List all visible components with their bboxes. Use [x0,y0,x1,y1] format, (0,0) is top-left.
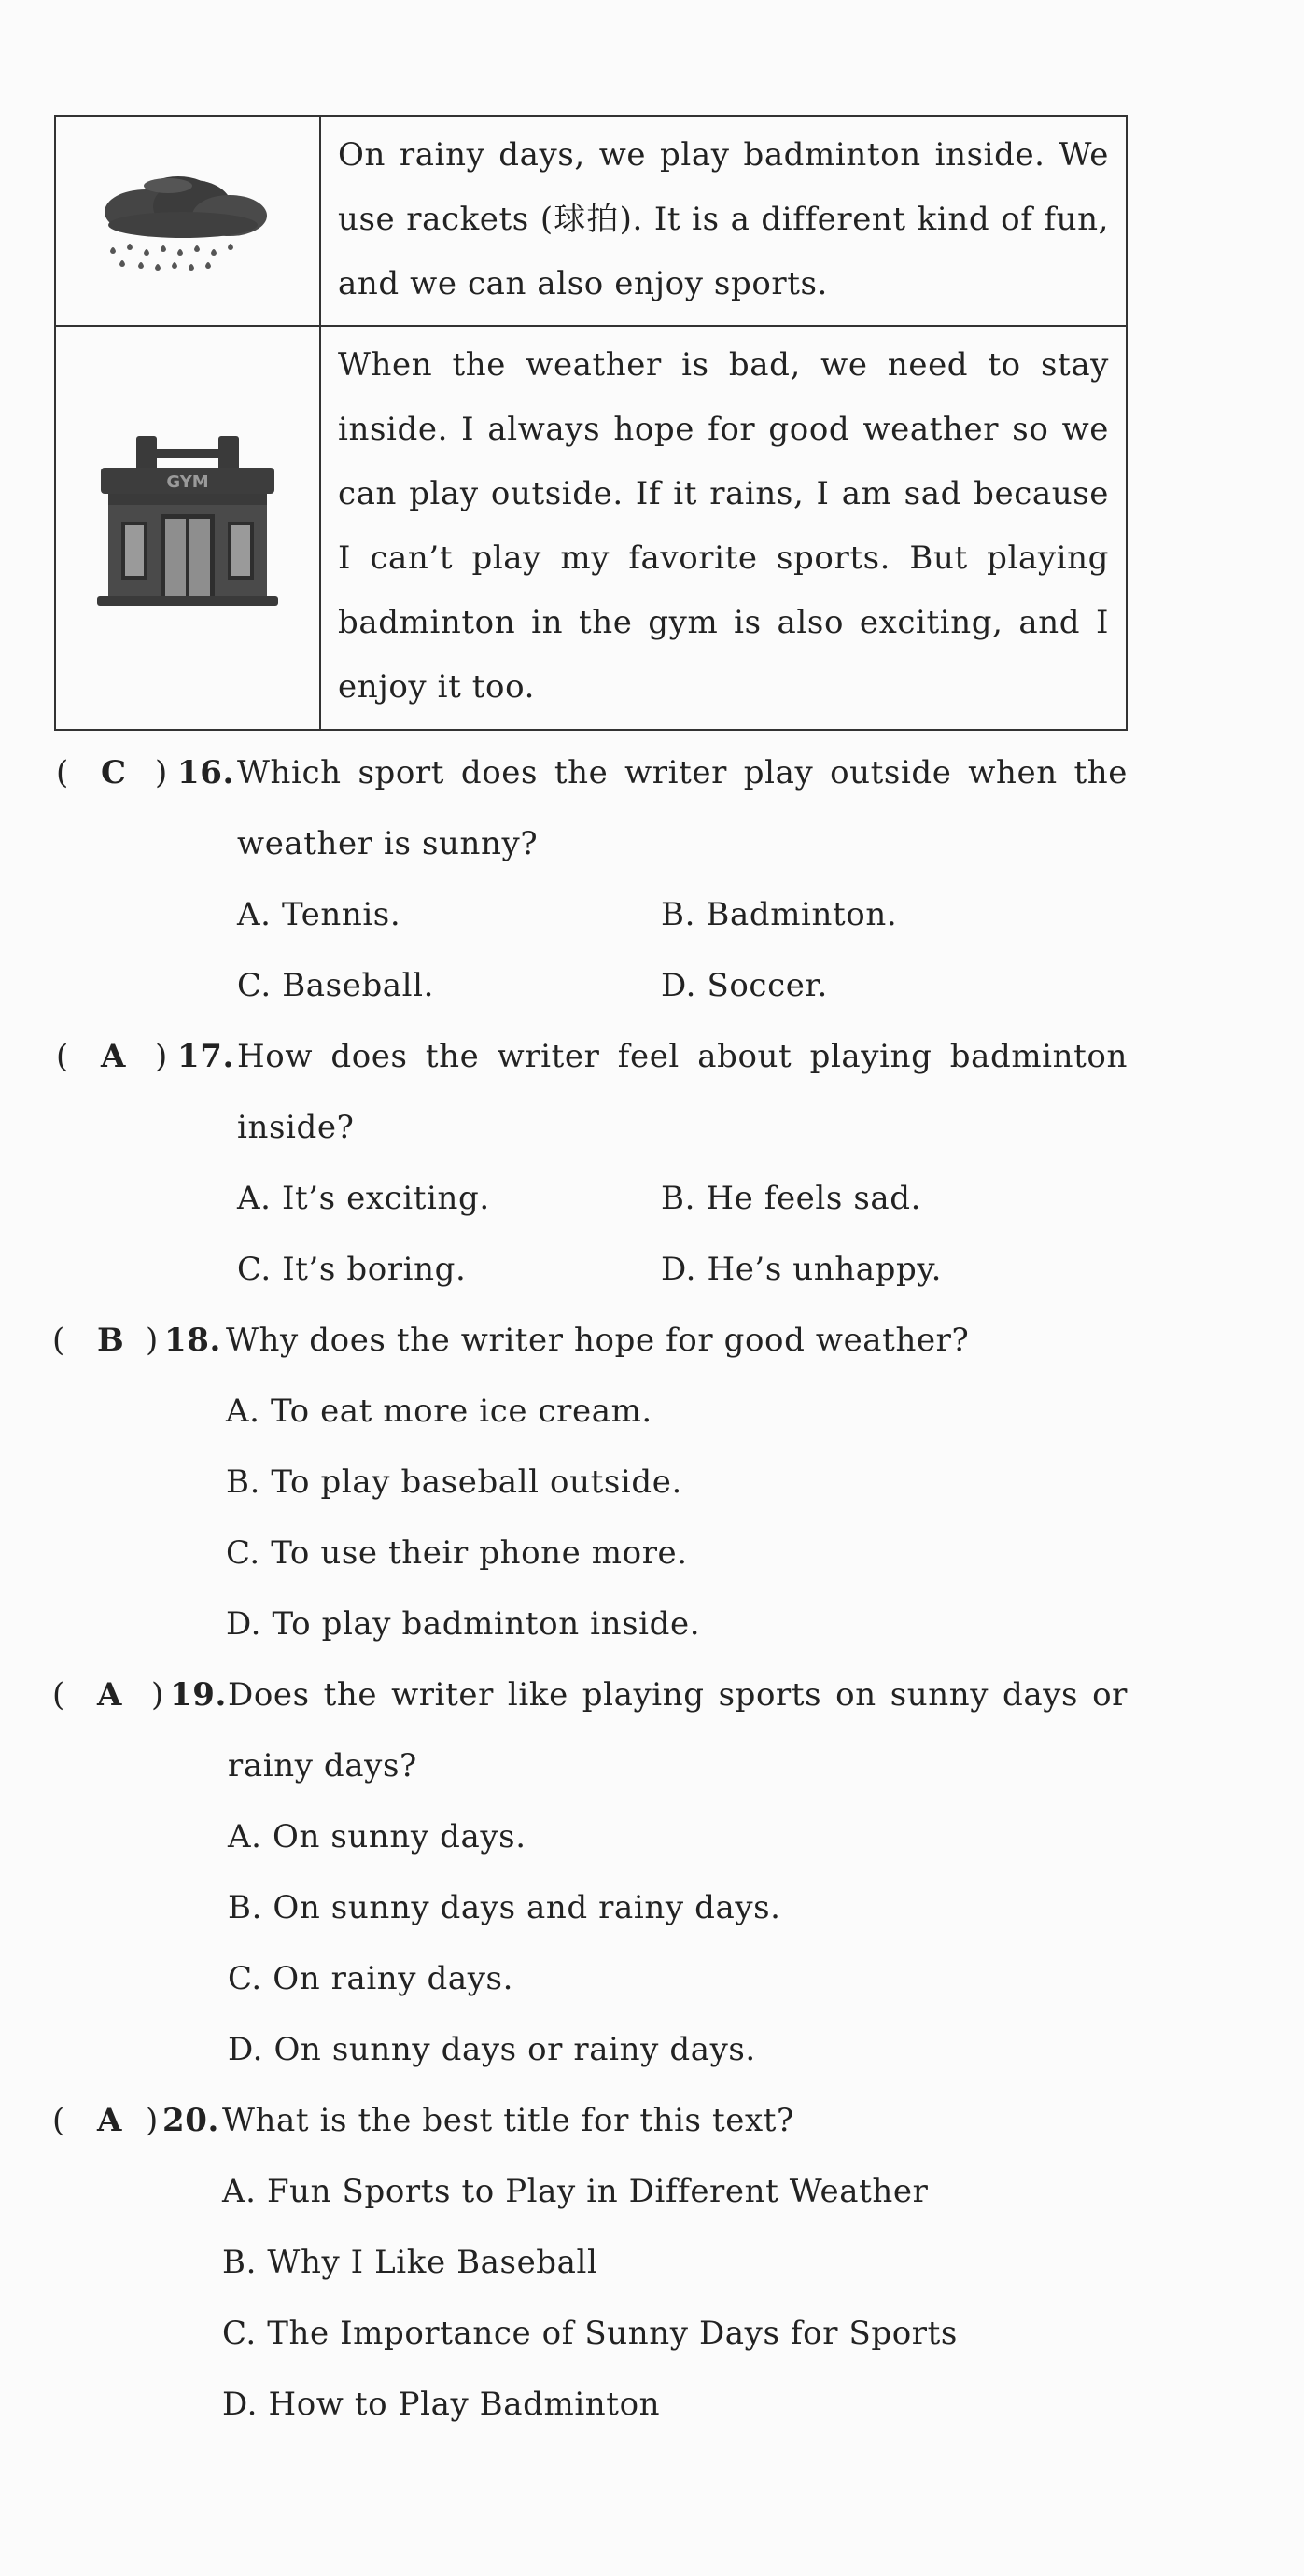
answer-letter: C [101,754,127,791]
option-c: C. Baseball. [237,967,435,1004]
option-c: C. It’s boring. [237,1251,467,1288]
question-stem-text: Why does the writer hope for good weather? [226,1322,970,1359]
question-number: 19. [170,1676,227,1714]
answer-paren-open: ( [52,2102,65,2139]
option-a: A. It’s exciting. [237,1180,490,1217]
rain-cloud-icon [90,163,286,275]
answer-paren-open: ( [56,754,69,791]
option-d: D. How to Play Badminton [222,2386,661,2423]
option-c: C. On rainy days. [228,1960,514,1997]
answer-paren-close: ) [151,1676,164,1714]
question-stem-text: What is the best title for this text? [222,2102,794,2139]
question-stem [237,1038,1128,1075]
question-stem-continued: inside? [237,1109,355,1146]
question-stem-continued: weather is sunny? [237,825,539,862]
answer-paren-open: ( [52,1322,65,1359]
answer-letter: A [101,1038,126,1075]
answer-paren-close: ) [146,1322,159,1359]
question-20 [0,2102,1304,2145]
option-b: B. To play baseball outside. [226,1463,682,1501]
option-b: B. Why I Like Baseball [222,2244,598,2281]
option-d: D. To play badminton inside. [226,1605,701,1643]
question-stem [228,1676,1128,1714]
icon-cell [55,326,320,730]
option-b: B. He feels sad. [661,1180,922,1217]
option-a: A. On sunny days. [228,1818,526,1855]
answer-letter: A [97,1676,122,1714]
question-17 [0,1038,1304,1081]
option-d: D. Soccer. [661,967,828,1004]
passage-row-rainy [55,116,1127,326]
answer-paren-close: ) [155,1038,168,1075]
icon-cell [55,116,320,326]
passage-table [54,115,1128,731]
passage-text-rainy: On rainy days, we play badminton inside. We use rackets (球拍). It is a different kind of fun, and we can also enjoy sports. [320,116,1127,326]
option-a: A. Tennis. [237,896,401,933]
option-b: B. Badminton. [661,896,898,933]
passage-text-gym: When the weather is bad, we need to stay inside. I always hope for good weather so we can play outside. If it rains, I am sad because I can’t play my favorite sports. But playing badminton in the gym is also exciting, and I enjoy it too. [320,326,1127,730]
answer-paren-close: ) [146,2102,159,2139]
option-a: A. Fun Sports to Play in Different Weather [222,2173,929,2210]
gym-sign-label: GYM [166,471,209,492]
question-number: 18. [164,1322,221,1359]
question-stem [237,754,1128,791]
answer-letter: A [97,2102,122,2139]
answer-paren-close: ) [155,754,168,791]
option-b: B. On sunny days and rainy days. [228,1889,781,1926]
question-stem-text: Does the writer like playing sports on sunny days or [228,1676,1128,1714]
answer-letter: B [97,1322,125,1359]
option-a: A. To eat more ice cream. [226,1393,652,1430]
question-stem-text: Which sport does the writer play outside when the [237,754,1128,791]
question-number: 17. [177,1038,234,1075]
option-d: D. He’s unhappy. [661,1251,943,1288]
option-c: C. To use their phone more. [226,1534,688,1572]
passage-row-gym [55,326,1127,730]
question-number: 16. [177,754,234,791]
gym-building-icon [90,428,286,624]
question-stem-continued: rainy days? [228,1747,417,1785]
question-16 [0,754,1304,797]
answer-paren-open: ( [56,1038,69,1075]
question-19 [0,1676,1304,1719]
option-d: D. On sunny days or rainy days. [228,2031,756,2068]
question-stem-text: How does the writer feel about playing badminton [237,1038,1128,1075]
answer-paren-open: ( [52,1676,65,1714]
question-number: 20. [162,2102,219,2139]
question-18 [0,1322,1304,1365]
option-c: C. The Importance of Sunny Days for Sports [222,2315,958,2352]
